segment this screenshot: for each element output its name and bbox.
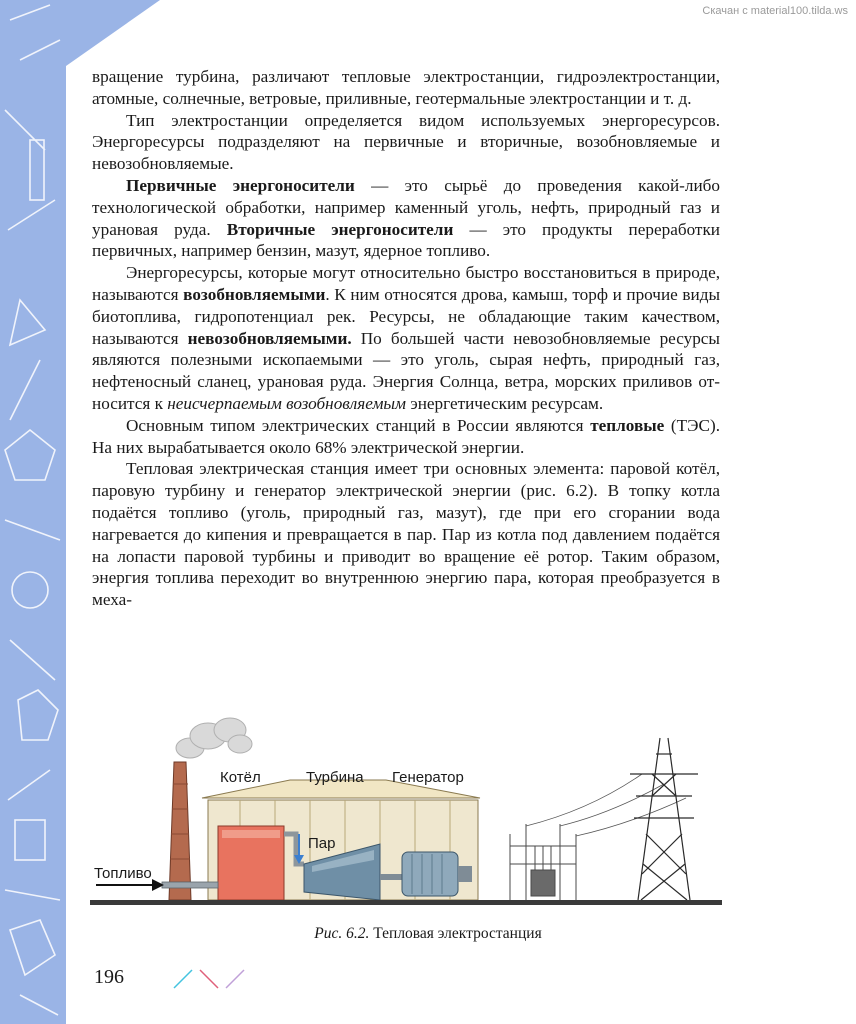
term-secondary-carriers: Вторичные энергоносители bbox=[226, 219, 454, 239]
page-number: 196 bbox=[94, 966, 124, 988]
body-text bbox=[92, 66, 720, 611]
watermark: Скачан с material100.tilda.ws bbox=[702, 5, 848, 17]
paragraph-1: вращение турбина, различают тепловые электростанции, гидроэлектростанции, атомные, солнечные, ветровые, приливные, геотермальные электростанции и т. д. bbox=[92, 67, 720, 108]
term-primary-carriers: Первичные энергоносители bbox=[126, 175, 355, 195]
term-thermal: тепловые bbox=[590, 415, 665, 435]
chimney-icon bbox=[169, 762, 191, 900]
label-steam: Пар bbox=[308, 835, 336, 852]
label-fuel: Топливо bbox=[94, 865, 152, 882]
paragraph-6: Тепловая электрическая станция имеет три основных элемента: паровой котёл, паровую турбину и генератор электрической энергии (рис. 6.2). В топку котла подаётся топливо (уголь, природный газ, мазут), где при его сгорании вода нагревается до кипения и превращается в пар. Пар из котла под давлением подаётся на лопасти паровой турбины и приводит во вращение её ротор. Таким образом, энергия топлива переходит во внутреннюю энергию пара, которая преобразуется в меха- bbox=[92, 459, 720, 610]
ground-line bbox=[90, 900, 722, 905]
paragraph-3: Первичные энергоносители — это сырьё до проведения какой-либо технологической обработки, например каменный уголь, нефть, природный газ и урановая руда. Вторичные энергоносители — это продукты переработки первичных, например бензин, мазут, ядерное топливо. bbox=[92, 175, 720, 261]
shaft bbox=[380, 874, 402, 880]
paragraph-5: Основным типом электрических станций в России являются тепловые (ТЭС). На них вырабатывается около 68% электрической энергии. bbox=[92, 415, 720, 457]
smoke-icon bbox=[176, 718, 252, 758]
caption-label: Рис. 6.2. bbox=[314, 925, 370, 942]
label-boiler: Котёл bbox=[220, 769, 261, 786]
figure-caption bbox=[0, 925, 856, 943]
term-nonrenewable: невозобновляемыми. bbox=[187, 328, 352, 348]
term-renewable: возобновляемыми bbox=[183, 284, 326, 304]
boiler-icon bbox=[218, 826, 284, 900]
pylon-icon bbox=[630, 738, 698, 900]
paragraph-2: Тип электростанции определяется видом используемых энергоресурсов. Энергоресурсы подразделяют на первичные и вторичные, возобновляемые и невозобновляемые. bbox=[92, 110, 720, 174]
label-generator: Генератор bbox=[392, 769, 464, 786]
fuel-pipe bbox=[162, 882, 218, 888]
caption-text: Тепловая электростанция bbox=[369, 925, 542, 942]
power-plant-illustration bbox=[90, 714, 722, 914]
label-turbine: Турбина bbox=[306, 769, 364, 786]
footer-deco-icon bbox=[170, 966, 250, 992]
paragraph-4: Энергоресурсы, которые могут относительно быстро восстановиться в природе, называются возобновляемыми. К ним относятся дрова, камыш, торф и прочие виды биотоплива, гидропотенциал рек. Ресурсы, не обладающие таким качеством, называются невозобновляемыми. По большей части невозобновляемые ресурсы являются полезными ископаемыми — это уголь, сырая нефть, природный газ, нефтеносный сланец, урановая руда. Энергия Солнца, ветра, морских приливов относится к неисчерпаемым возобновляемым энергетическим ресурсам. bbox=[92, 263, 720, 413]
term-inexhaustible: неисчерпаемым возобновляемым bbox=[167, 393, 407, 413]
substation-icon bbox=[510, 824, 576, 900]
